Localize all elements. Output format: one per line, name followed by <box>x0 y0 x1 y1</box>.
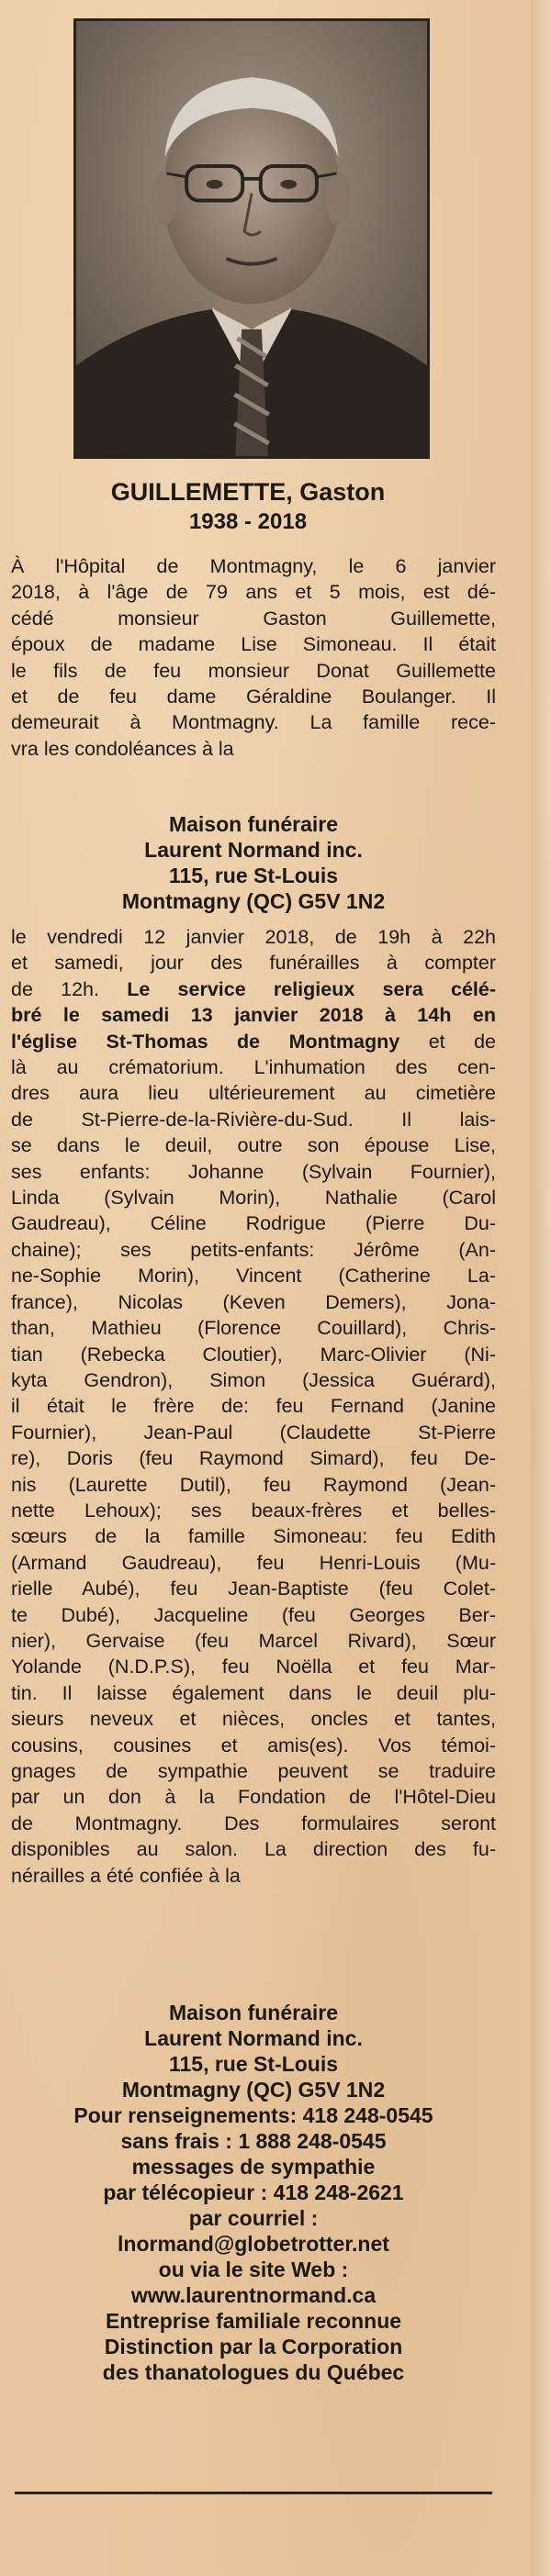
bold-text: bré le samedi 13 janvier 2018 à 14h en <box>11 1004 496 1027</box>
text-line <box>11 1706 496 1732</box>
text-line <box>11 1472 496 1498</box>
text-segment: de 12h. <box>11 977 128 1000</box>
text-line <box>11 1420 496 1445</box>
text-segment: et samedi, jour des funérailles à compter <box>11 952 496 975</box>
contact-line: 115, rue St-Louis <box>168 2052 339 2076</box>
text-line <box>11 1159 496 1185</box>
contact-line: Pour renseignements: 418 248-0545 <box>73 2103 433 2127</box>
text-segment: te Dubé), Jacqueline (feu Georges Ber- <box>11 1603 496 1626</box>
text-segment: Fournier), Jean-Paul (Claudette St-Pierre <box>11 1421 496 1444</box>
contact-line: par télécopieur : 418 248-2621 <box>103 2180 404 2204</box>
text-line <box>11 1498 496 1523</box>
text-segment: kyta Gendron), Simon (Jessica Guérard), <box>11 1368 496 1391</box>
text-segment: se dans le deuil, outre son épouse Lise, <box>11 1134 496 1157</box>
text-segment: sieurs neveux et nièces, oncles et tantes, <box>11 1708 496 1731</box>
text-segment: (Armand Gaudreau), feu Henri-Louis (Mu- <box>11 1551 496 1574</box>
portrait-photo <box>73 18 430 459</box>
text-line <box>11 1836 496 1862</box>
text-line <box>11 1315 496 1341</box>
text-segment: le vendredi 12 janvier 2018, de 19h à 22h <box>11 926 496 948</box>
text-line <box>11 976 496 1002</box>
text-line <box>11 1523 496 1549</box>
text-line <box>11 1210 496 1236</box>
contact-line: ou via le site Web : <box>158 2258 349 2281</box>
text-segment: et de <box>399 1030 496 1053</box>
text-line: demeurait à Montmagny. La famille rece- <box>11 711 496 734</box>
text-line <box>11 1342 496 1367</box>
text-segment: chaine); ses petits-enfants: Jérôme (An- <box>11 1238 496 1261</box>
address-line: 115, rue St-Louis <box>168 864 339 887</box>
text-line <box>11 1863 496 1889</box>
text-line <box>11 1185 496 1210</box>
clipping-edge <box>531 0 551 2576</box>
text-segment: Gaudreau), Céline Rodrigue (Pierre Du- <box>11 1212 496 1235</box>
text-line: époux de madame Lise Simoneau. Il était <box>11 633 496 656</box>
contact-line: Distinction par la Corporation <box>104 2335 403 2359</box>
deceased-dates: 1938 - 2018 <box>188 509 308 534</box>
text-segment: tin. Il laisse également dans le deuil plu- <box>11 1681 496 1704</box>
text-segment: Linda (Sylvain Morin), Nathalie (Carol <box>11 1187 496 1210</box>
text-segment: Yolande (N.D.P.S), feu Noëlla et feu Mar- <box>11 1656 496 1678</box>
text-line <box>11 1680 496 1706</box>
address-line: Maison funéraire <box>168 812 339 836</box>
text-segment: disponibles au salon. La direction des fu- <box>11 1838 496 1861</box>
bold-text: l'église St-Thomas de Montmagny <box>11 1030 400 1053</box>
text-line <box>11 1393 496 1419</box>
deceased-name: GUILLEMETTE, Gaston <box>110 478 386 506</box>
obituary-paragraph-intro <box>11 553 496 762</box>
text-segment: il était le frère de: feu Fernand (Janine <box>11 1395 496 1418</box>
funeral-home-address <box>0 811 507 914</box>
contact-line: lnormand@globetrotter.net <box>118 2232 389 2256</box>
text-segment: rielle Aubé), feu Jean-Baptiste (feu Colet- <box>11 1578 496 1600</box>
text-line <box>11 950 496 976</box>
text-segment: nier), Gervaise (feu Marcel Rivard), Sœur <box>11 1629 496 1652</box>
text-line <box>11 1367 496 1393</box>
text-segment: de Montmagny. Des formulaires seront <box>11 1812 496 1834</box>
contact-line: par courriel : <box>188 2206 319 2230</box>
text-line <box>11 1784 496 1810</box>
text-line <box>11 1002 496 1028</box>
funeral-home-contact-block <box>0 2000 507 2385</box>
text-line: vra les condoléances à la <box>11 737 234 760</box>
text-line <box>11 1550 496 1576</box>
text-line: À l'Hôpital de Montmagny, le 6 janvier <box>11 555 496 577</box>
text-segment: nis (Laurette Dutil), feu Raymond (Jean- <box>11 1473 496 1496</box>
text-segment: dres aura lieu ultérieurement au cimetière <box>11 1082 496 1105</box>
text-segment: ses enfants: Johanne (Sylvain Fournier), <box>11 1160 496 1183</box>
text-line <box>11 1080 496 1106</box>
contact-line: des thanatologues du Québec <box>102 2360 405 2384</box>
text-segment: par un don à la Fondation de l'Hôtel-Dieu <box>11 1786 496 1809</box>
text-segment: gnages de sympathie peuvent se traduire <box>11 1760 496 1782</box>
text-line <box>11 1811 496 1836</box>
text-line <box>11 1758 496 1784</box>
text-line: 2018, à l'âge de 79 ans et 5 mois, est dé- <box>11 581 496 604</box>
text-segment: than, Mathieu (Florence Couillard), Chris- <box>11 1317 496 1340</box>
text-line <box>11 1263 496 1288</box>
text-segment: tian (Rebecka Cloutier), Marc-Olivier (Ni- <box>11 1343 496 1366</box>
text-line <box>11 1602 496 1628</box>
text-line: et de feu dame Géraldine Boulanger. Il <box>11 686 496 708</box>
text-line: le fils de feu monsieur Donat Guillemette <box>11 659 496 682</box>
text-line <box>11 1237 496 1263</box>
text-segment: là au crématorium. L'inhumation des cen- <box>11 1056 496 1079</box>
obituary-paragraph-main <box>11 924 496 1889</box>
text-segment: re), Doris (feu Raymond Simard), feu De- <box>11 1447 496 1470</box>
text-line <box>11 1289 496 1315</box>
text-line: cédé monsieur Gaston Guillemette, <box>11 607 496 630</box>
text-line <box>11 1107 496 1132</box>
contact-line: Montmagny (QC) G5V 1N2 <box>121 2078 386 2102</box>
text-line <box>11 1054 496 1080</box>
text-line <box>11 1576 496 1601</box>
contact-line: Entreprise familiale reconnue <box>105 2309 402 2333</box>
text-line <box>11 1029 496 1054</box>
text-line <box>11 1132 496 1158</box>
contact-line: Laurent Normand inc. <box>144 2026 363 2050</box>
bottom-divider <box>15 2492 492 2494</box>
text-segment: ne-Sophie Morin), Vincent (Catherine La- <box>11 1265 496 1288</box>
contact-line: Maison funéraire <box>168 2001 339 2024</box>
text-line <box>11 1654 496 1679</box>
contact-line: www.laurentnormand.ca <box>130 2283 377 2307</box>
text-line <box>11 1733 496 1758</box>
text-line <box>11 924 496 950</box>
address-line: Montmagny (QC) G5V 1N2 <box>121 889 386 913</box>
text-line <box>11 1628 496 1654</box>
text-segment: france), Nicolas (Keven Demers), Jona- <box>11 1290 496 1313</box>
text-line <box>11 1445 496 1471</box>
text-segment: nérailles a été confiée à la <box>11 1864 241 1887</box>
bold-text: Le service religieux sera célé- <box>127 977 496 1000</box>
contact-line: messages de sympathie <box>131 2155 376 2179</box>
address-line: Laurent Normand inc. <box>144 838 363 862</box>
portrait-image <box>76 21 427 456</box>
text-segment: cousins, cousines et amis(es). Vos témoi- <box>11 1734 496 1756</box>
text-segment: sœurs de la famille Simoneau: feu Edith <box>11 1525 496 1548</box>
text-segment: de St-Pierre-de-la-Rivière-du-Sud. Il lais- <box>11 1108 496 1131</box>
text-segment: nette Lehoux); ses beaux-frères et belles- <box>11 1499 496 1522</box>
contact-line: sans frais : 1 888 248-0545 <box>120 2129 387 2153</box>
